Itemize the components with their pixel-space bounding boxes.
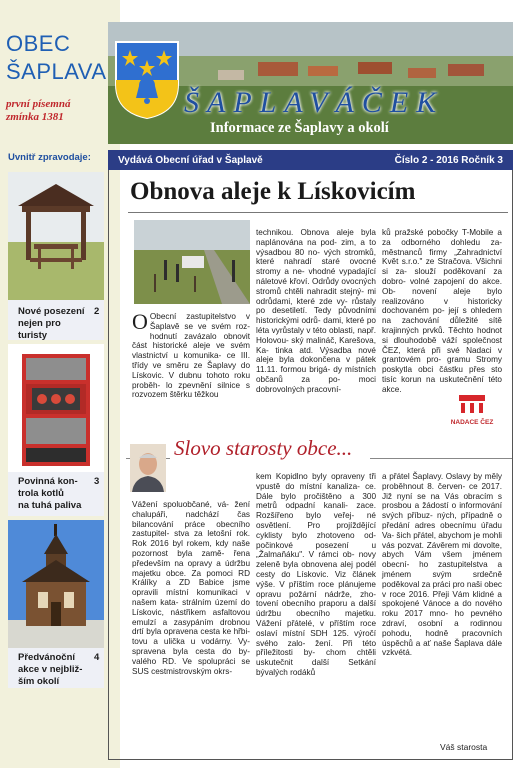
sidebar-item-christmas-events[interactable]	[8, 648, 104, 688]
publisher: Vydává Obecní úřad v Šaplavě	[118, 154, 263, 166]
sidebar-item-line: turisty	[18, 330, 48, 341]
first-mention	[6, 98, 116, 124]
alley-photo	[134, 220, 250, 304]
issue-number: Číslo 2 - 2016 Ročník 3	[394, 154, 503, 166]
article1-col1: O Obecní zastupitelstvo v Šaplavě se ve svém roz- hodnutí zavázalo obnovit část historické aleje ve svém vlastnictví u komunika- ce III. třídy ve směru ze Šaplavy do Lískovic. V dubnu tohoto roku proběh- lo zpevnění silnice s rozvozem štěrku těžkou	[132, 309, 250, 400]
coat-of-arms-icon	[112, 40, 182, 120]
sidebar-item-line: akce v nejbliž-	[18, 664, 83, 675]
sidebar-item-new-seating[interactable]	[8, 300, 104, 340]
sidebar-item-line: Předvánoční	[18, 652, 76, 663]
sidebar-item-boiler-check[interactable]	[8, 472, 104, 516]
title-rule	[128, 212, 508, 213]
bench-image	[8, 172, 104, 300]
masthead-title: ŠAPLAVÁČEK	[184, 86, 445, 119]
sidebar-item-line: nejen pro	[18, 318, 61, 329]
sidebar-item-label	[18, 306, 98, 342]
sidebar-item-page: 2	[94, 306, 100, 317]
cez-logo-icon	[458, 394, 486, 414]
sidebar-item-line: Nové posezení	[18, 306, 85, 317]
sidebar-item-line: na tuhá paliva	[18, 500, 82, 511]
article2-col2: kem Kopidlno byly opraveny tři vpustě do místní kanaliza- ce. Dále bylo pročištěno a 300 metrů odpadní kanali- zace. Rozšířeno bylo veřej- né osvětlení. Pro projíždějící cyklisty bylo zhotoveno od- počinkové posezení u „Žalmaňáku". V rámci ob- novy zeleně byla obnovena alej podél cesty do Lískovic. Viz článek výše. V příštím roce plánujeme opravu požární nádrže, zho- tovení obecního praporu a další údržbu obecního majetku. Vážení přátelé, v příštím roce oslaví místní SDH 125. výročí svého zalo- žení. Při této příležitosti by- chom chtěli uskutečnit další Setkání bývalých rodáků	[256, 472, 376, 677]
inside-heading: Uvnitř zpravodaje:	[8, 152, 91, 163]
mayor-photo	[130, 444, 166, 492]
boiler-image	[8, 344, 104, 472]
obec-label: OBEC	[6, 31, 71, 56]
chapel-image	[8, 520, 104, 648]
issue-info-bar	[108, 150, 513, 170]
sidebar-item-line: ším okolí	[18, 676, 60, 687]
article1-col1-text: Obecní zastupitelstvo v Šaplavě se ve svém roz- hodnutí zavázalo obnovit část historické aleje ve svém vlastnictví u komunika- ce III. třídy ve směru ze Šaplavy do Lískovic. V dubnu tohoto roku proběh- lo zpevnění silnice s rozvozem štěrku těžkou	[132, 312, 250, 400]
saplava-label: ŠAPLAVA	[6, 59, 107, 84]
sidebar-item-label	[18, 476, 98, 512]
masthead-subtitle: Informace ze Šaplavy a okolí	[210, 120, 389, 136]
first-mention-line1: první písemná	[6, 98, 71, 110]
sidebar-item-line: trola kotlů	[18, 488, 64, 499]
article1-col3: ků pražské pobočky T-Mobile a za odborného dohledu za- městnanců firmy „Zahradnictví Květ s.r.o." ze Stračova. Všichni si za- slouží poděkovaní za dobro- volné zapojení do akce. Ob- novení aleje bylo realizováno v historicky dochovaném po- její s ohledem na zachování důležité sítě krajinných prvků. Těchto hodnot si dlouhodobě váží společnost ČEZ, která při své Nadaci v grantovém pro- gramu Stromy poskytla obci částku přes sto tisíc korun na uskutečnění této akce.	[382, 228, 502, 394]
nadace-cez-label: NADACE ČEZ	[450, 419, 494, 426]
mayor-signature: Váš starosta	[440, 742, 488, 752]
article1-col2: technikou. Obnova aleje byla naplánována na pod- zim, a to výsadbou 80 no- vých stromků, které nahradí staré ovocné stromy a ne- vhodné vypadající náletové křoví. Odrůdy ovocných stromů chtěli nahradit stejný- mi odrůdami, které zde vy- růstaly po desetiletí. Tedy původními historickými odrů- dami, které po léta vyrůstaly v této oblasti, např. Holovou- ský malináč, Karešova, Ka- tinka atd. Výsadba nové aleje byla dokončena v pátek 11.11. formou brigá- dy místních občanů za po- moci dobrovolných pracovní-	[256, 228, 376, 394]
village-name	[6, 30, 116, 86]
first-mention-line2: zmínka 1381	[6, 111, 64, 123]
sidebar-item-label	[18, 652, 98, 688]
sidebar-item-page: 3	[94, 476, 100, 487]
article2-col1: Vážení spoluobčané, vá- žení chalupáři, nadchází čas bilancování práce obecního zastupitel- stva za letošní rok. Rok 2016 byl rokem, kdy naše pozornost byla zamě- řena především na opravy a údržbu majetku obce. Za pomoci RD Králíky a ZD Babice jsme opravili místní komunikaci v našem kata- strálním území do Lískovic, nástřikem asfaltovou emulzí a zasypáním drobnou drtí byla opravena cesta ke hřbi- tovu a ulička u vodárny. Vy- spravena byla cesta do by- valého RD. Ve spolupráci se SUS cestmistrovským okrs-	[132, 500, 250, 676]
article-title: Obnova aleje k Lískovicím	[130, 178, 416, 205]
sidebar-item-line: Povinná kon-	[18, 476, 78, 487]
article2-col3: a přátel Šaplavy. Oslavy by měly proběhnout 8. červen- ce 2017. Již nyní se na Vás obracím s prosbou a žádostí o informování svých příbuz- ných, případně o předání adres obecnímu úřadu Va- šich přátel, abychom je mohli vás pozvat. Závěrem mi dovolte, abych Vám všem jménem obecní- ho zastupitelstva a jménem svým srdečně poděkoval za práci pro naši obec v roce 2016. Přeji Vám klidné a spokojené Vánoce a do nového roku 2017 mno- ho pevného zdraví, osobní a rodinnou pohodu, hodně pracovních úspěchů a ať naše Šaplava dále vzkvétá.	[382, 472, 502, 658]
sidebar-item-page: 4	[94, 652, 100, 663]
nadace-cez-logo	[450, 394, 494, 428]
mayor-word-title: Slovo starosty obce...	[170, 436, 370, 461]
